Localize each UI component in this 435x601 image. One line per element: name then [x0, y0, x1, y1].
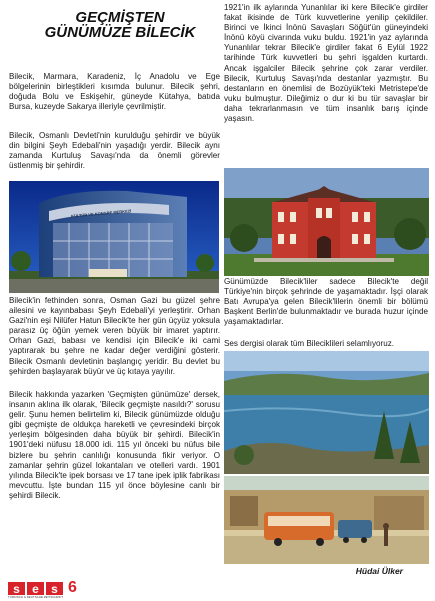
page-title — [30, 10, 210, 40]
photo-cultural-center — [9, 181, 219, 293]
left-paragraph-1: Bilecik, Marmara, Karadeniz, İç Anadolu ve Ege bölgelerinin birleştikleri kısımda bulunur. Bilecik şehri, doğuda Bolu ve Eskişehir, güneyde Kütahya, batıda Bursa, kuzeyde Sakarya illeriyle çevrilmiştir. — [9, 72, 220, 112]
photo-lake — [224, 351, 429, 474]
title-line-2: GÜNÜMÜZE BİLECİK — [44, 24, 196, 41]
svg-text:s: s — [51, 582, 58, 596]
author-signature: Hüdai Ülker — [355, 566, 403, 576]
right-paragraph-3: Ses dergisi olarak tüm Bileciklileri selamlıyoruz. — [224, 339, 395, 348]
right-paragraph-2: Günümüzde Bilecik'liler sadece Bilecik'te değil Türkiye'nin birçok şehrinde de yaşamaktadır. İşçi olarak Batı Avrupa'ya gelen Bilecik'lilerin önemli bir bölümü Başkent Berlin'de bulunmaktadır ve burada huzur içinde yaşamaktadırlar. — [224, 277, 428, 327]
ses-logo-icon — [8, 582, 66, 596]
svg-text:e: e — [32, 582, 39, 596]
page-number: 6 — [68, 579, 77, 596]
footer-tagline: TÜRKISCH & DEUTSCHE ZEITSCHRIFT — [8, 595, 64, 599]
photo-historic-building — [224, 168, 429, 276]
right-paragraph-1: 1921'in ilk aylarında Yunanlılar iki kere Bilecik'e girdiler fakat ikisinde de Türk kuvvetlerine yenilip çekildiler. Birinci ve İkinci İnönü Savaşları Söğüt'ün güneyindeki İnönü köyü civarında vuku buldu. 1921'in yaz aylarında Yunanlılar tekrar Bilecik'e girdiler fakat 6 Eylül 1922 tarihinde Türk kuvvetleri bu şehri işgalden kurtardı. Ancak işgalciler Bilecik şehrine çok zarar verdiler. Bilecik, Kurtuluş Savaşı'nda destanlar yazmıştır. Bu destanların en önemlisi de Bozüyük'teki Metristepe'de vuku bulmuştur. Dileğimiz o dur ki bu tür savaşlar bir daha tekrarlanmasın ve tüm insanlık barış içinde yaşasın. — [224, 3, 428, 124]
svg-text:s: s — [13, 582, 20, 596]
left-paragraph-2: Bilecik, Osmanlı Devleti'nin kurulduğu şehirdir ve büyük din bilgini Şeyh Edebali'nin yaşadığı yerdir. Bilecik aynı zamanda Kurtuluş Savaşı'nda da önemli görevler üstlenmiş bir şehirdir. — [9, 131, 220, 171]
left-paragraph-4: Bilecik hakkında yazarken 'Geçmişten günümüze' dersek, insanın aklına ilk olarak, 'Bilecik geçmişte nasıldı?' sorusu gelir. Şunu hemen belirtelim ki, Bilecik günümüzde olduğu gibi geçmişte de oldukça hareketli ve çevresindeki birçok yerleşim bölgesinden daha büyük bir şehirdi. Bilecik'in 1901'deki nüfusu 18.000 idi. 115 yıl önceki bu nüfus bile bizlere bu şehrin canlılığı konusunda fikir veriyor. O zamanlar şehrin güzel lokantaları ve otelleri vardı. 1901 yılında Bilecik'te ipek borsası ve 17 tane ipek iplik fabrikası mevcuttu. İşte bundan 115 yıl önce böylesine canlı bir şehirdi Bilecik. — [9, 390, 220, 500]
title-line-1: GEÇMİŞTEN — [75, 9, 165, 26]
photo-old-street — [224, 476, 429, 564]
building-sign: KÜLTÜR VE KONGRE MERKEZİ — [70, 208, 132, 219]
left-paragraph-3: Bilecik'in fethinden sonra, Osman Gazi bu güzel şehre ailesini ve kayınbabası Şeyh Edebali'yi yerleştirir. Orhan Gazi'nin eşi Nilüfer Hatun Bilecik'te her gün üçyüz yoksula parasız üç öğün yemek veren büyük bir imaret yaptırır. Orhan Gazi, babası ve kendisi için Bilecik'e iki cami yaptırarak bu şehre ne kadar değer verdiğini gösterir. Bilecik Osmanlı devletinin başlangıç yeridir. Bu devlet bu şehirden başlayarak büyür ve üç kıtaya yayılır. — [9, 296, 220, 376]
